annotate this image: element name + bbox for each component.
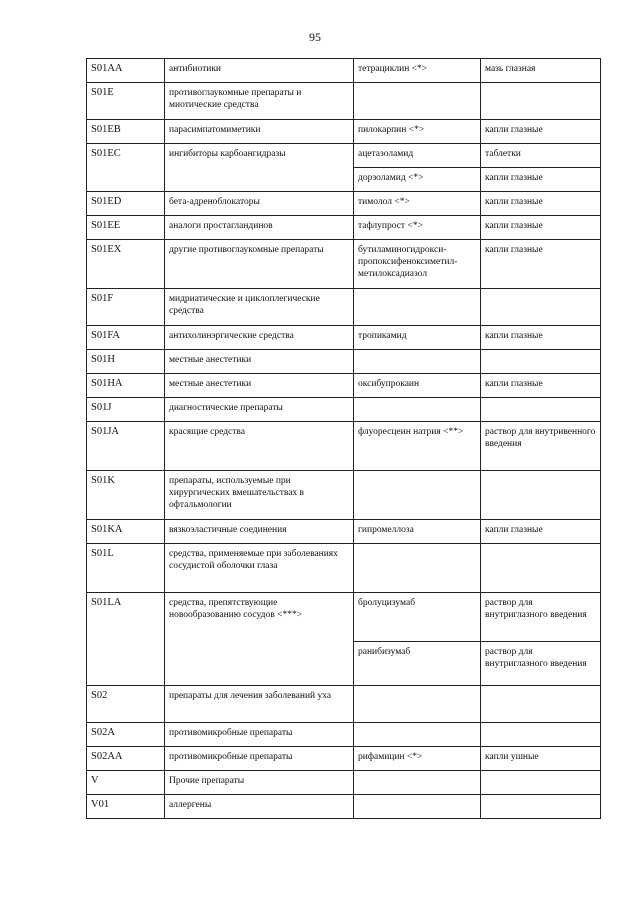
table-row [87, 520, 601, 544]
drug-cell [354, 544, 481, 593]
drug-cell: дорзоламид <*> [354, 168, 481, 192]
group-cell: парасимпатомиметики [165, 120, 354, 144]
group-cell: аналоги простагландинов [165, 216, 354, 240]
form-cell: капли глазные [481, 374, 601, 398]
drug-cell: тропикамид [354, 326, 481, 350]
group-cell: антихолинэргические средства [165, 326, 354, 350]
drug-cell: ранибизумаб [354, 642, 481, 686]
atc-code-cell: S02A [87, 723, 165, 747]
drug-cell [354, 350, 481, 374]
drug-cell: флуоресцеин натрия <**> [354, 422, 481, 471]
table-row [87, 771, 601, 795]
drug-cell: пилокарпин <*> [354, 120, 481, 144]
table-row [87, 593, 601, 642]
group-cell: другие противоглаукомные препараты [165, 240, 354, 289]
drug-cell: бролуцизумаб [354, 593, 481, 642]
atc-code-cell: S01ED [87, 192, 165, 216]
atc-code-cell: S01KA [87, 520, 165, 544]
atc-code-cell: S01EX [87, 240, 165, 289]
atc-code-cell: S01F [87, 289, 165, 326]
drug-table [86, 58, 601, 819]
table-row [87, 59, 601, 83]
form-cell [481, 771, 601, 795]
drug-cell [354, 398, 481, 422]
form-cell [481, 289, 601, 326]
group-cell: аллергены [165, 795, 354, 819]
drug-cell: оксибупрокаин [354, 374, 481, 398]
form-cell: раствор для внутриглазного введения [481, 642, 601, 686]
atc-code-cell: S01H [87, 350, 165, 374]
atc-code-cell: S01HA [87, 374, 165, 398]
form-cell: мазь глазная [481, 59, 601, 83]
group-cell: препараты, используемые при хирургических вмешательствах в офтальмологии [165, 471, 354, 520]
drug-cell [354, 723, 481, 747]
atc-code-cell: S01J [87, 398, 165, 422]
group-cell: противоглаукомные препараты и миотические средства [165, 83, 354, 120]
drug-cell: тимолол <*> [354, 192, 481, 216]
atc-code-cell: V [87, 771, 165, 795]
table-row [87, 326, 601, 350]
form-cell: капли глазные [481, 240, 601, 289]
table-row [87, 544, 601, 593]
atc-code-cell: S01AA [87, 59, 165, 83]
atc-code-cell: S01EE [87, 216, 165, 240]
drug-cell: гипромеллоза [354, 520, 481, 544]
form-cell: капли глазные [481, 192, 601, 216]
form-cell: раствор для внутривенного введения [481, 422, 601, 471]
atc-code-cell: S01E [87, 83, 165, 120]
group-cell: мидриатические и циклоплегические средства [165, 289, 354, 326]
group-cell: местные анестетики [165, 350, 354, 374]
table-row [87, 289, 601, 326]
table-row [87, 240, 601, 289]
drug-cell: рифамицин <*> [354, 747, 481, 771]
form-cell [481, 723, 601, 747]
group-cell: бета-адреноблокаторы [165, 192, 354, 216]
drug-cell [354, 83, 481, 120]
page-number: 95 [309, 30, 321, 44]
drug-cell: бутиламиногидрокси-пропоксифеноксиметил-метилоксадиазол [354, 240, 481, 289]
table-row [87, 422, 601, 471]
table-row [87, 374, 601, 398]
group-cell: Прочие препараты [165, 771, 354, 795]
atc-code-cell: S01EC [87, 144, 165, 192]
atc-code-cell: S02 [87, 686, 165, 723]
table-row [87, 747, 601, 771]
table-row [87, 723, 601, 747]
atc-code-cell: S01FA [87, 326, 165, 350]
form-cell: капли ушные [481, 747, 601, 771]
table-row [87, 216, 601, 240]
group-cell: средства, применяемые при заболеваниях сосудистой оболочки глаза [165, 544, 354, 593]
table-row [87, 83, 601, 120]
table-row [87, 120, 601, 144]
form-cell [481, 795, 601, 819]
group-cell: антибиотики [165, 59, 354, 83]
form-cell [481, 83, 601, 120]
drug-cell [354, 289, 481, 326]
atc-code-cell: S02AA [87, 747, 165, 771]
drug-cell [354, 771, 481, 795]
drug-cell [354, 795, 481, 819]
form-cell: капли глазные [481, 326, 601, 350]
group-cell: вязкоэластичные соединения [165, 520, 354, 544]
form-cell: капли глазные [481, 120, 601, 144]
atc-code-cell: S01EB [87, 120, 165, 144]
table-row [87, 795, 601, 819]
form-cell [481, 686, 601, 723]
group-cell: красящие средства [165, 422, 354, 471]
drug-cell [354, 686, 481, 723]
group-cell: противомикробные препараты [165, 723, 354, 747]
table-row [87, 471, 601, 520]
atc-code-cell: S01LA [87, 593, 165, 686]
atc-code-cell: S01JA [87, 422, 165, 471]
form-cell [481, 350, 601, 374]
table-row [87, 398, 601, 422]
table-row [87, 144, 601, 168]
form-cell: капли глазные [481, 168, 601, 192]
group-cell: местные анестетики [165, 374, 354, 398]
form-cell: таблетки [481, 144, 601, 168]
group-cell: ингибиторы карбоангидразы [165, 144, 354, 192]
group-cell: препараты для лечения заболеваний уха [165, 686, 354, 723]
drug-cell [354, 471, 481, 520]
form-cell [481, 471, 601, 520]
form-cell: капли глазные [481, 520, 601, 544]
atc-code-cell: S01K [87, 471, 165, 520]
table-row [87, 192, 601, 216]
drug-cell: тетрациклин <*> [354, 59, 481, 83]
table-row [87, 686, 601, 723]
table-row [87, 350, 601, 374]
group-cell: диагностические препараты [165, 398, 354, 422]
group-cell: противомикробные препараты [165, 747, 354, 771]
form-cell [481, 398, 601, 422]
form-cell: капли глазные [481, 216, 601, 240]
drug-cell: ацетазоламид [354, 144, 481, 168]
form-cell: раствор для внутриглазного введения [481, 593, 601, 642]
group-cell: средства, препятствующие новообразованию сосудов <***> [165, 593, 354, 686]
drug-cell: тафлупрост <*> [354, 216, 481, 240]
atc-code-cell: V01 [87, 795, 165, 819]
form-cell [481, 544, 601, 593]
atc-code-cell: S01L [87, 544, 165, 593]
